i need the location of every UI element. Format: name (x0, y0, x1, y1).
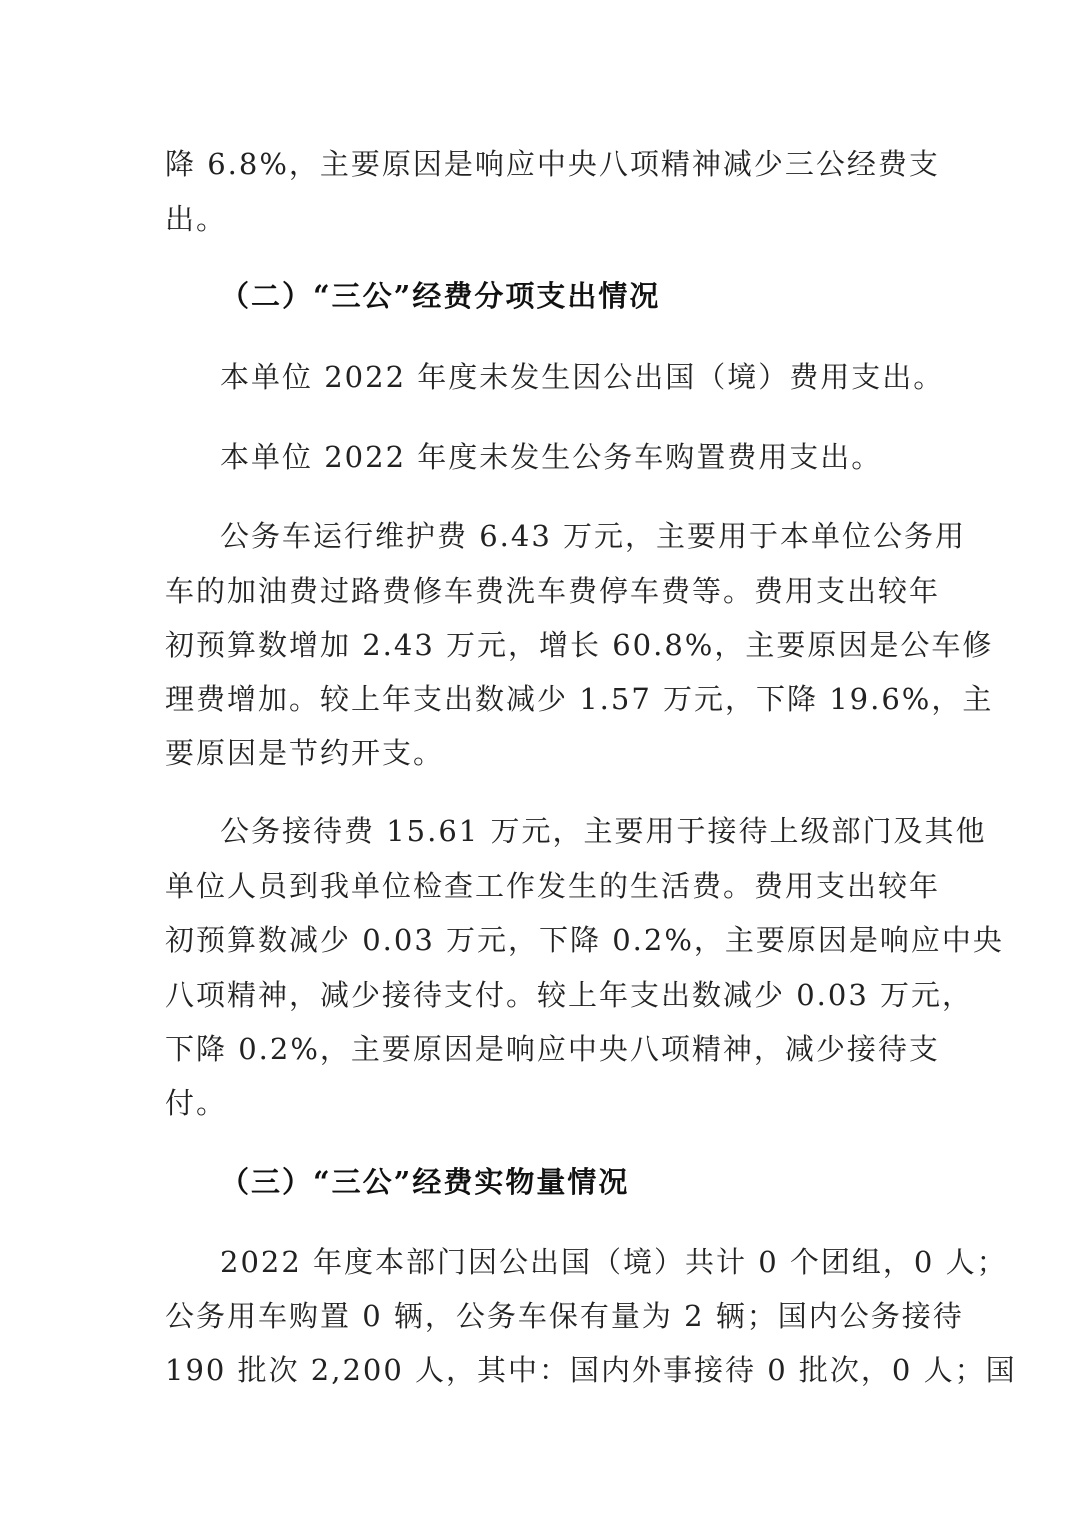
paragraph-line: 下降 0.2%，主要原因是响应中央八项精神，减少接待支 (165, 1032, 940, 1066)
paragraph-line: 初预算数增加 2.43 万元，增长 60.8%，主要原因是公车修 (165, 628, 994, 662)
section-heading-3: （三）“三公”经费实物量情况 (220, 1165, 630, 1199)
paragraph-line: 公务接待费 15.61 万元，主要用于接待上级部门及其他 (220, 814, 987, 848)
paragraph-line: 八项精神，减少接待支付。较上年支出数减少 0.03 万元， (165, 978, 974, 1012)
paragraph-line: 190 批次 2,200 人，其中：国内外事接待 0 批次，0 人；国 (165, 1353, 1017, 1387)
paragraph-line: 单位人员到我单位检查工作发生的生活费。费用支出较年 (165, 869, 941, 903)
paragraph-line: 要原因是节约开支。 (165, 736, 445, 770)
paragraph-line: 2022 年度本部门因公出国（境）共计 0 个团组，0 人； (220, 1245, 1008, 1279)
section-heading-2: （二）“三公”经费分项支出情况 (220, 279, 661, 313)
paragraph-line: 出。 (165, 202, 228, 236)
paragraph-line: 公务车运行维护费 6.43 万元，主要用于本单位公务用 (220, 519, 967, 553)
paragraph-line: 降 6.8%，主要原因是响应中央八项精神减少三公经费支 (165, 147, 940, 181)
paragraph-line: 本单位 2022 年度未发生因公出国（境）费用支出。 (220, 360, 945, 394)
paragraph-line: 本单位 2022 年度未发生公务车购置费用支出。 (220, 440, 883, 474)
paragraph-line: 理费增加。较上年支出数减少 1.57 万元，下降 19.6%，主 (165, 682, 994, 716)
paragraph-line: 付。 (165, 1086, 228, 1120)
paragraph-line: 初预算数减少 0.03 万元，下降 0.2%，主要原因是响应中央 (165, 923, 1004, 957)
paragraph-line: 车的加油费过路费修车费洗车费停车费等。费用支出较年 (165, 574, 941, 608)
paragraph-line: 公务用车购置 0 辆，公务车保有量为 2 辆；国内公务接待 (165, 1299, 964, 1333)
